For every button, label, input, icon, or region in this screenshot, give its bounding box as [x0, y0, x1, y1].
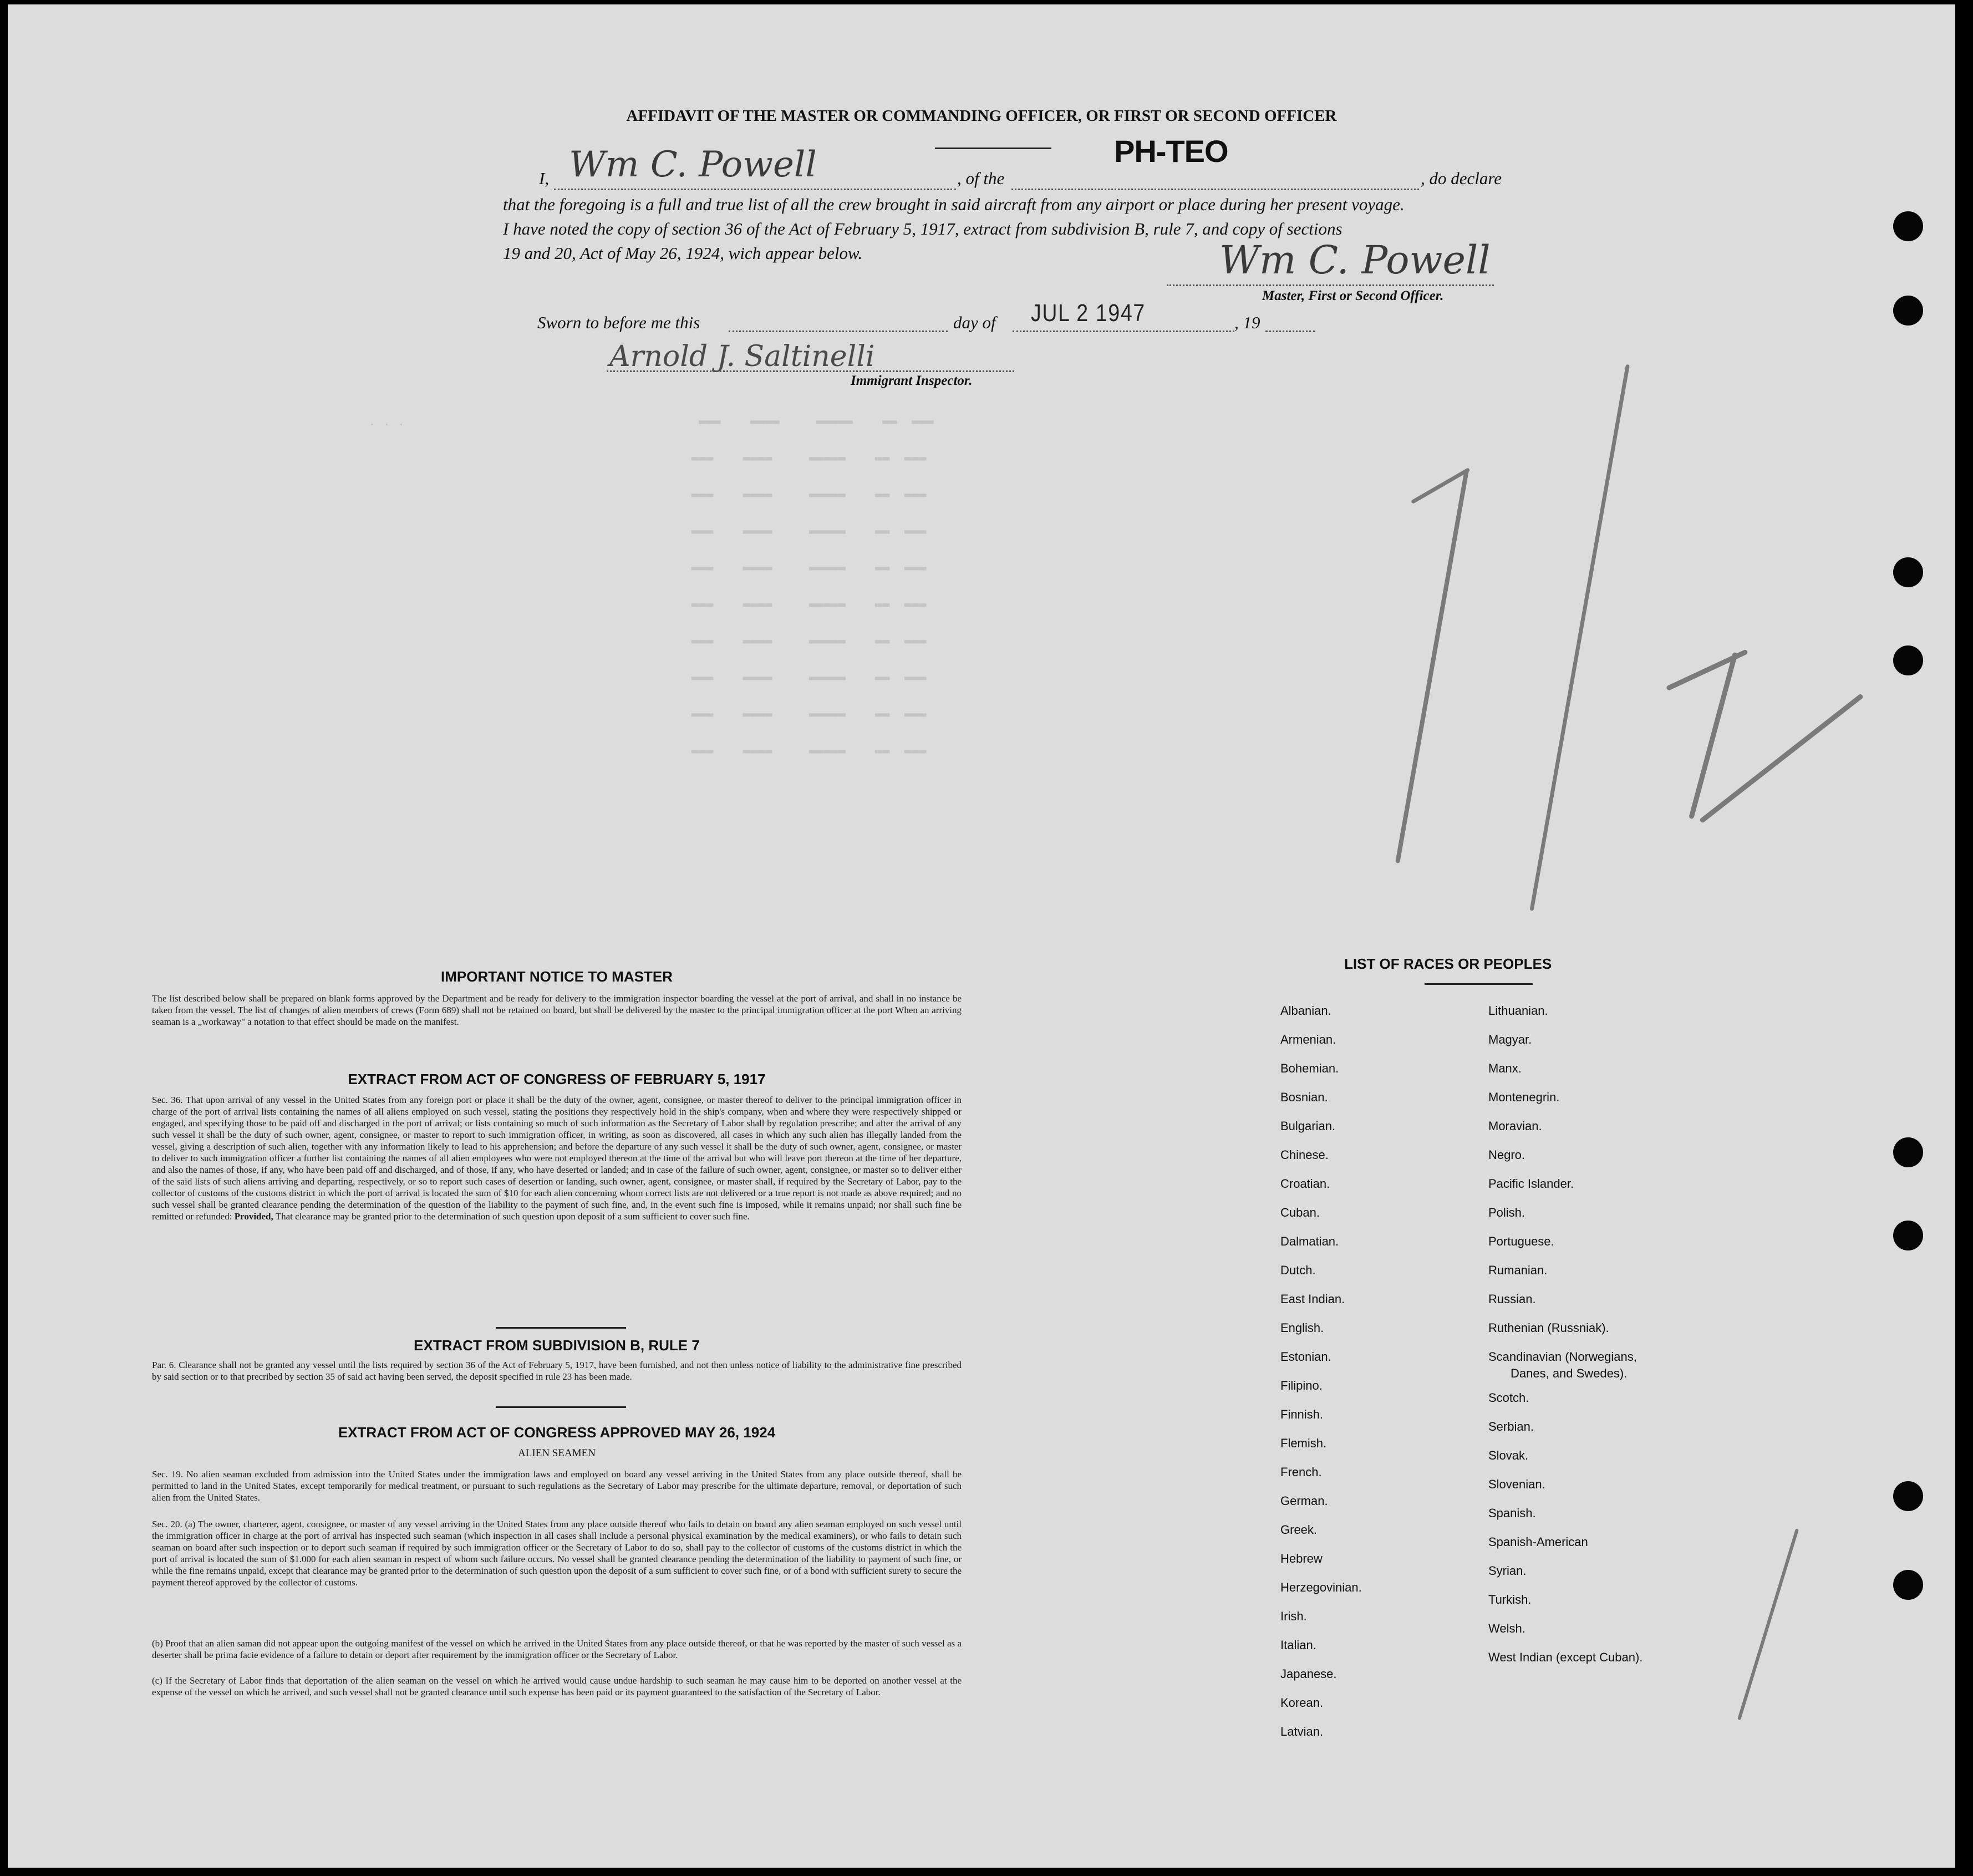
- race-item: Korean.: [1280, 1696, 1324, 1710]
- race-item: Scandinavian (Norwegians,: [1488, 1350, 1637, 1364]
- race-item: Filipino.: [1280, 1379, 1323, 1392]
- inspector-caption: Immigrant Inspector.: [851, 373, 973, 388]
- race-item: Magyar.: [1488, 1033, 1532, 1046]
- race-item: Moravian.: [1488, 1119, 1542, 1133]
- race-item: Cuban.: [1280, 1206, 1320, 1219]
- race-item: East Indian.: [1280, 1292, 1345, 1306]
- race-item: Polish.: [1488, 1206, 1525, 1219]
- race-item: English.: [1280, 1321, 1324, 1335]
- extract-1924-sec20a: Sec. 20. (a) The owner, charterer, agent, consignee, or master of any vessel arriving in the United States from any place outside thereof who fails to detain on board any alien seaman employed on such vessel until the immigration officer in charge at the port of arrival has inspected such seaman (which inspection in all cases shall include a personal physical examination by the medical examiners), or who fails to detain such seaman on board after such inspection or to deport such seaman if required by such immigration officer or the Secretary of Labor to do so, shall pay to the collector of customs of the customs district in which the port of arrival is located the sum of $1.000 for each alien seaman in respect of whom such failure occurs. No vessel shall be granted clearance pending the determination of the liability to payment of such fine, or while the fine remains unpaid, except that clearance may be granted prior to the determination of such question upon the deposit of a sum sufficient to cover such fine, or of a bond with sufficient surety to secure the payment thereof approved by the collector of customs.: [152, 1519, 962, 1588]
- race-item: Rumanian.: [1488, 1263, 1548, 1277]
- master-signature-line: [1167, 284, 1494, 286]
- race-item: Herzegovinian.: [1280, 1580, 1362, 1594]
- punch-hole: [1893, 1221, 1923, 1250]
- race-item: Danes, and Swedes).: [1511, 1366, 1628, 1380]
- punch-hole: [1893, 1481, 1923, 1511]
- punch-hole: [1893, 557, 1923, 587]
- punch-hole: [1893, 1570, 1923, 1600]
- extract-1924-sec20b: (b) Proof that an alien saman did not appear upon the outgoing manifest of the vessel on which he arrived in the United States from any place outside thereof, or that he was reported by the master of such vessel as a deserter shall be prima facie evidence of a failure to detain or deport after requirement by the immigration officer or the Secretary of Labor.: [152, 1638, 962, 1660]
- affidavit-line-1: that the foregoing is a full and true list of all the crew brought in said aircraft from any airport or place during her present voyage.: [503, 195, 1405, 214]
- race-item: Montenegrin.: [1488, 1090, 1560, 1104]
- master-signature-caption: Master, First or Second Officer.: [1262, 288, 1444, 303]
- race-item: Bosnian.: [1280, 1090, 1328, 1104]
- race-item: Hebrew: [1280, 1552, 1323, 1565]
- race-item: Greek.: [1280, 1523, 1318, 1537]
- punch-hole: [1893, 211, 1923, 241]
- race-item: Portuguese.: [1488, 1234, 1554, 1248]
- affidavit-title: AFFIDAVIT OF THE MASTER OR COMMANDING OFFICER, OR FIRST OR SECOND OFFICER: [626, 107, 1337, 125]
- inspector-signature: Arnold J. Saltinelli: [609, 340, 875, 373]
- rule7-text: Par. 6. Clearance shall not be granted any vessel until the lists required by section 36 of the Act of February 5, 1917, have been furnished, and not then unless notice of liability to the administrative fine prescribed by said section or to that precribed by section 35 of said act having been served, the deposit specified in rule 23 has been made.: [152, 1360, 962, 1382]
- race-item: Irish.: [1280, 1609, 1307, 1623]
- punch-hole: [1893, 1137, 1923, 1167]
- punch-hole: [1893, 296, 1923, 326]
- race-item: German.: [1280, 1494, 1328, 1508]
- year-prefix: , 19: [1234, 313, 1260, 332]
- race-item: Spanish-American: [1488, 1535, 1588, 1549]
- bleed-through-text: . . . ▬▬▬ ▬▬▬▬ ▬▬▬▬▬ ▬▬ ▬▬▬ ▬▬▬ ▬▬▬▬ ▬▬▬▬▬ ▬▬ ▬▬▬ ▬▬▬ ▬▬▬▬ ▬▬▬▬▬ ▬▬ ▬▬▬ ▬▬▬ ▬▬▬▬ ▬▬▬▬▬ ▬▬ ▬▬▬ ▬▬▬ ▬▬▬▬ ▬▬▬▬▬ ▬▬ ▬▬▬ ▬▬▬ ▬▬▬▬ ▬▬▬▬▬ ▬▬ ▬▬▬ ▬▬▬ ▬▬▬▬ ▬▬▬▬▬ ▬▬ ▬▬▬ ▬▬▬ ▬▬▬▬ ▬▬▬▬▬ ▬▬ ▬▬▬ ▬▬▬ ▬▬▬▬ ▬▬▬▬▬ ▬▬ ▬▬▬ ▬▬▬ ▬▬▬▬ ▬▬▬▬▬ ▬▬ ▬▬▬: [368, 415, 934, 758]
- race-item: Serbian.: [1488, 1420, 1534, 1433]
- master-signature: Wm C. Powell: [1219, 237, 1491, 283]
- race-item: Negro.: [1488, 1148, 1525, 1162]
- sworn-day-line: [729, 331, 948, 332]
- race-item: Syrian.: [1488, 1564, 1527, 1578]
- of-the-label: , of the: [957, 169, 1005, 188]
- notice-text: The list described below shall be prepared on blank forms approved by the Department and be ready for delivery to the immigration inspector boarding the vessel at the port of arrival, and shall in no instance be taken from the vessel. The list of changes of alien members of crews (Form 689) shall not be retained on board, but shall be delivered by the master to the principal immigration officer at the port When an arriving seaman is a „workaway" a notation to that effect should be made on the manifest.: [152, 993, 962, 1027]
- inspector-signature-line: [607, 370, 1014, 372]
- section-rule: [496, 1406, 626, 1408]
- races-column-2: [1488, 1003, 1643, 1678]
- officer-name-handwritten: Wm C. Powell: [569, 144, 817, 185]
- extract-1924-subtitle: ALIEN SEAMEN: [518, 1447, 596, 1459]
- punch-hole: [1893, 645, 1923, 675]
- race-item: Manx.: [1488, 1061, 1522, 1075]
- races-title: LIST OF RACES OR PEOPLES: [1344, 955, 1552, 972]
- title-rule: [935, 148, 1051, 149]
- notice-title: IMPORTANT NOTICE TO MASTER: [441, 968, 673, 985]
- race-item: French.: [1280, 1465, 1322, 1479]
- extract-1924-title: EXTRACT FROM ACT OF CONGRESS APPROVED MAY 26, 1924: [338, 1424, 776, 1441]
- race-item: Slovak.: [1488, 1448, 1529, 1462]
- race-item: Flemish.: [1280, 1436, 1327, 1450]
- extract-1917-title: EXTRACT FROM ACT OF CONGRESS OF FEBRUARY 5, 1917: [348, 1071, 766, 1087]
- race-item: Armenian.: [1280, 1033, 1336, 1046]
- race-item: Dutch.: [1280, 1263, 1316, 1277]
- day-of-line: [1013, 331, 1234, 332]
- of-the-line: [1011, 189, 1419, 190]
- race-item: Italian.: [1280, 1638, 1316, 1652]
- race-item: Finnish.: [1280, 1407, 1324, 1421]
- race-item: Welsh.: [1488, 1621, 1525, 1635]
- race-item: Pacific Islander.: [1488, 1177, 1574, 1191]
- race-item: Croatian.: [1280, 1177, 1330, 1191]
- race-item: Chinese.: [1280, 1148, 1329, 1162]
- date-stamp: JUL 2 1947: [1031, 299, 1146, 327]
- race-item: Ruthenian (Russniak).: [1488, 1321, 1609, 1335]
- do-declare-label: , do declare: [1421, 169, 1502, 188]
- race-item: Spanish.: [1488, 1506, 1536, 1520]
- race-item: Scotch.: [1488, 1391, 1529, 1405]
- race-item: Latvian.: [1280, 1725, 1324, 1738]
- flight-code: PH-TEO: [1114, 134, 1228, 169]
- race-item: Turkish.: [1488, 1593, 1532, 1606]
- races-rule: [1425, 983, 1533, 985]
- officer-name-line: [554, 189, 956, 190]
- i-label: I,: [539, 169, 550, 188]
- race-item: Russian.: [1488, 1292, 1536, 1306]
- sworn-label: Sworn to before me this: [537, 313, 700, 332]
- extract-1924-sec20c: (c) If the Secretary of Labor finds that deportation of the alien seaman on the vessel on which he arrived would cause undue hardship to such seaman he may cause him to be deported on another vessel at the expense of the vessel on which he arrived, and such vessel shall not be granted clearance until such expense has been paid or its payment guaranteed to the satisfaction of the Secretary of Labor.: [152, 1675, 962, 1697]
- affidavit-line-2: I have noted the copy of section 36 of the Act of February 5, 1917, extract from subdivision B, rule 7, and copy of sections: [503, 219, 1343, 238]
- race-item: Estonian.: [1280, 1350, 1331, 1364]
- race-item: Dalmatian.: [1280, 1234, 1339, 1248]
- extract-1924-sec19: Sec. 19. No alien seaman excluded from admission into the United States under the immigration laws and employed on board any vessel arriving in the United States from any place outside thereof, shall be permitted to land in the United States, except temporarily for medical treatment, or pursuant to such regulations as the Secretary of Labor may prescribe for the ultimate departure, removal, or deportation of such alien from the United States.: [152, 1469, 962, 1503]
- race-item: Japanese.: [1280, 1667, 1337, 1681]
- day-of-label: day of: [953, 313, 996, 332]
- races-column-1: [1280, 1003, 1362, 1752]
- race-item: Albanian.: [1280, 1004, 1331, 1018]
- race-item: Bulgarian.: [1280, 1119, 1336, 1133]
- race-item: Bohemian.: [1280, 1061, 1339, 1075]
- section-rule: [496, 1327, 626, 1329]
- rule7-title: EXTRACT FROM SUBDIVISION B, RULE 7: [414, 1337, 700, 1354]
- race-item: Lithuanian.: [1488, 1004, 1548, 1018]
- affidavit-line-3: 19 and 20, Act of May 26, 1924, wich appear below.: [503, 243, 863, 263]
- extract-1917-text: Sec. 36. That upon arrival of any vessel in the United States from any foreign port or place it shall be the duty of the owner, agent, consignee, or master thereof to deliver to the principal immigration officer in charge of the port of arrival lists containing the names of all aliens employed on such vessel, stating the positions they respectively hold in the ship's company, when and where they were respectively shipped or engaged, and specifying those to be paid off and discharged in the port of arrival; or lists containing so much of such information as the Secretary of Labor shall by regulation prescribe; and after the arrival of any such vessel it shall be the duty of such owner, agent, consignee, or master to report to such immigration officer, in writing, as soon as discovered, all cases in which any such alien has illegally landed from the vessel, giving a description of such alien, together with any information likely to lead to his apprehension; and before the departure of any such vessel it shall be the duty of such owner, agent, consignee, or master to deliver to such immigration officer a further list containing the names of all alien employees who were not employed thereon at the time of the arrival but who will leave port thereon at the time of her departure, and also the names of those, if any, who have been paid off and discharged, and of those, if any, who have deserted or landed; and in case of the failure of such owner, agent, consignee, or master so to deliver either of the said lists of such aliens arriving and departing, respectively, or so to report such cases of desertion or landing, such owner, agent, consignee, or master shall, if required by the Secretary of Labor, pay to the collector of customs of the customs district in which the port of arrival is located the sum of $10 for each alien concerning whom correct lists are not delivered or a true report is not made as above required; and no such vessel shall be granted clearance pending the determination of the question of the liability to the payment of such fine, and, in the event such fine is imposed, while it remains unpaid; nor shall such fine be remitted or refunded: Provided, That clearance may be granted prior to the determination of such question upon deposit of a sum sufficient to cover such fine.: [152, 1095, 962, 1222]
- race-item: West Indian (except Cuban).: [1488, 1650, 1643, 1664]
- paper-sheet: [8, 4, 1955, 1868]
- race-item: Slovenian.: [1488, 1477, 1545, 1491]
- year-line: [1265, 331, 1315, 332]
